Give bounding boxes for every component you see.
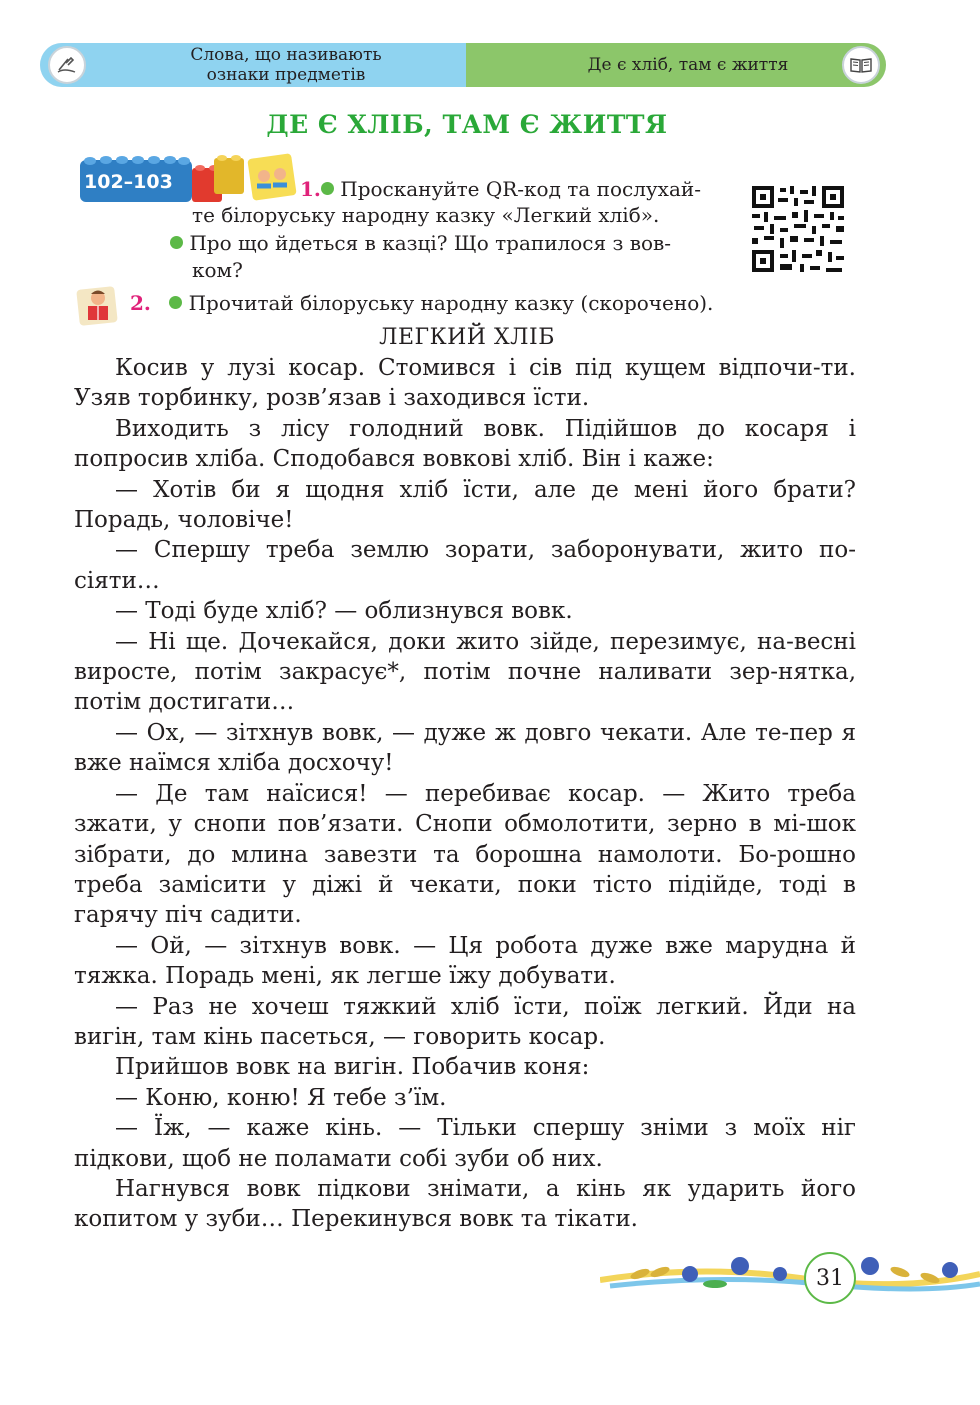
task-1-line-1: Проскануйте QR-код та послухай- — [340, 177, 701, 201]
open-book-icon — [842, 46, 880, 84]
qr-code[interactable] — [750, 184, 846, 274]
header-bar — [40, 43, 886, 87]
bullet-icon — [170, 236, 183, 249]
lego-page-reference: 102–103 — [84, 171, 173, 193]
bullet-icon — [169, 296, 182, 309]
header-left-section — [40, 43, 466, 87]
bullet-icon — [321, 182, 334, 195]
story-paragraph: — Ох, — зітхнув вовк, — дуже ж довго чекати. Але те-пер я вже наїмся хліба досхочу! — [74, 719, 856, 777]
story-paragraph: Виходить з лісу голодний вовк. Підійшов до косаря і попросив хліба. Сподобався вовкові хліб. Він і каже: — [74, 415, 856, 473]
story-paragraph: — Ні ще. Дочекайся, доки жито зійде, перезимує, на-весні виросте, потім закрасує*, потім почне наливати зер-нятка, потім достигати… — [74, 628, 856, 716]
reading-child-icon — [76, 284, 120, 326]
header-right-section — [466, 43, 886, 87]
task-2 — [130, 290, 830, 317]
page-number: 31 — [804, 1252, 856, 1304]
story-paragraph: Нагнувся вовк підкови знімати, а кінь як ударить його копитом у зуби… Перекинувся вовк та тікати. — [74, 1175, 856, 1233]
task-1-question: Про що йдеться в казці? Що трапилося з вов- ком? — [170, 230, 730, 284]
task-1-cont — [192, 202, 732, 229]
story-paragraph: — Де там наїсися! — перебиває косар. — Жито треба зжати, у снопи пов’язати. Снопи обмолотити, зерно в мі-шок зібрати, до млина завезти та борошна намолоти. Бо-рошно треба замісити у діжі й чекати, поки тісто підійде, тоді в гарячу піч садити. — [74, 780, 856, 929]
story-paragraph: — Раз не хочеш тяжкий хліб їсти, поїж легкий. Йди на вигін, там кінь пасеться, — говорить косар. — [74, 993, 856, 1050]
story-paragraph: — Хотів би я щодня хліб їсти, але де мені його брати? Порадь, чоловіче! — [74, 476, 856, 534]
wheat-flowers-ornament — [600, 1244, 980, 1312]
pen-paper-icon — [48, 46, 86, 84]
story-text — [74, 353, 856, 1235]
story-paragraph: — Коню, коню! Я тебе з’їм. — [115, 1084, 447, 1111]
story-paragraph: — Спершу треба землю зорати, заборонувати, жито по-сіяти… — [74, 537, 856, 594]
task-1-line-2: те білоруську народну казку «Легкий хліб». — [192, 203, 660, 227]
story-title: ЛЕГКИЙ ХЛІБ — [379, 325, 555, 350]
header-section-topic: Слова, що називають ознаки предметів — [190, 45, 382, 85]
page-title: ДЕ Є ХЛІБ, ТАМ Є ЖИТТЯ — [266, 110, 668, 139]
story-paragraph: — Ой, — зітхнув вовк. — Ця робота дуже вже марудна й тяжка. Порадь мені, як легше їжу добувати. — [74, 932, 856, 990]
task-1-number: 1. — [300, 177, 321, 201]
task-1 — [300, 176, 730, 203]
task-2-number: 2. — [130, 291, 151, 315]
task-2-text: Прочитай білоруську народну казку (скорочено). — [188, 291, 714, 315]
story-paragraph: — Тоді буде хліб? — облизнувся вовк. — [115, 598, 573, 625]
story-paragraph: Прийшов вовк на вигін. Побачив коня: — [115, 1054, 590, 1081]
story-paragraph: — Їж, — каже кінь. — Тільки спершу зніми з моїх ніг підкови, щоб не поламати собі зуби об них. — [74, 1115, 856, 1172]
header-chapter-title: Де є хліб, там є життя — [587, 55, 789, 75]
story-paragraph: Косив у лузі косар. Стомився і сів під кущем відпочи-ти. Узяв торбинку, розв’язав і заходився їсти. — [74, 355, 856, 412]
